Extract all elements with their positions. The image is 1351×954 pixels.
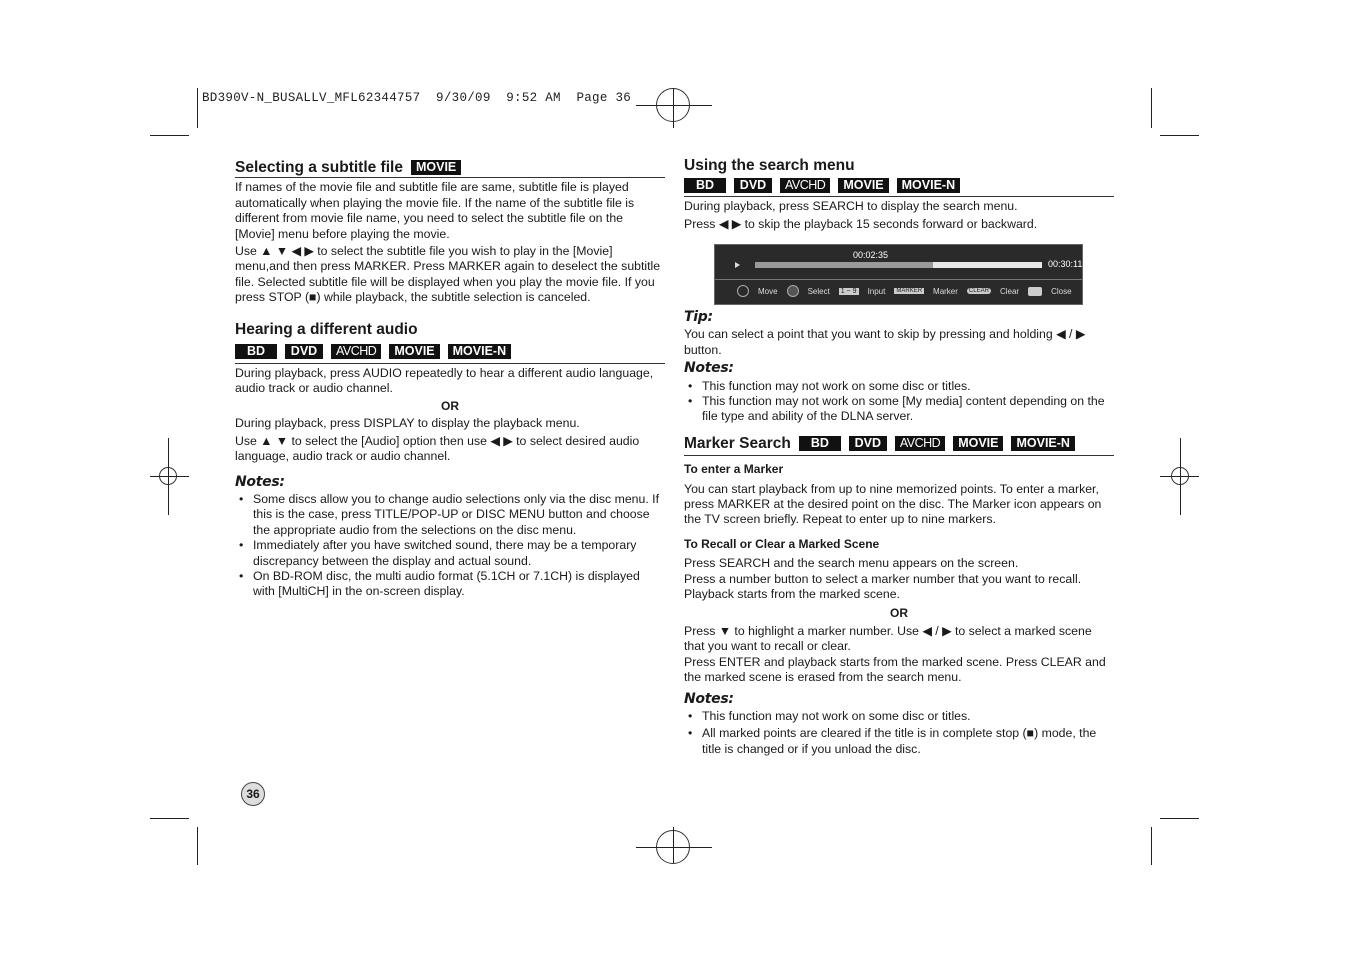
tip-text: You can select a point that you want to skip by pressing and holding ◀ / ▶ button. — [684, 327, 1086, 357]
notes-list — [684, 709, 1114, 757]
tag-movie: MOVIE — [838, 178, 888, 193]
tag-movie-n: MOVIE-N — [448, 344, 511, 359]
notes-title: Notes: — [235, 473, 285, 490]
search-title: Using the search menu — [684, 157, 855, 174]
list-item: • Immediately after you have switched sound, there may be a temporary discrepancy between the display and actual sound. — [235, 538, 665, 569]
elapsed-time: 00:02:35 — [853, 250, 889, 260]
subtitle-title: Selecting a subtitle file — [235, 159, 403, 176]
select-icon — [787, 285, 799, 297]
total-time: 00:30:11 — [1048, 259, 1083, 269]
screen-divider — [715, 279, 1082, 280]
notes-list — [235, 492, 665, 600]
page-number: 36 — [241, 782, 265, 806]
control-label-input: Input — [867, 286, 886, 296]
control-label-close: Close — [1051, 286, 1072, 296]
control-label-move: Move — [758, 286, 778, 296]
list-item: • This function may not work on some disc or titles. — [684, 379, 1114, 394]
input-icon: 1 ~ 9 — [840, 287, 857, 295]
list-item: • Some discs allow you to change audio selections only via the disc menu. If this is the case, press TITLE/POP-UP or DISC MENU button and choose the appropriate audio from the selections on the disc menu. — [235, 492, 665, 538]
notes-title: Notes: — [684, 360, 734, 377]
tag-dvd: DVD — [849, 436, 887, 451]
progress-fill — [755, 262, 933, 268]
audio-title: Hearing a different audio — [235, 320, 418, 338]
search-tags — [684, 178, 1114, 197]
marker-title: Marker Search — [684, 434, 791, 452]
list-item: • All marked points are cleared if the title is in complete stop (■) mode, the title is changed or if you unload the disc. — [684, 726, 1114, 757]
marker-icon: MARKER — [896, 288, 923, 294]
play-icon — [735, 262, 740, 268]
tag-avchd: AVCHD — [780, 178, 830, 193]
tag-movie-n: MOVIE-N — [1011, 436, 1074, 451]
right-column — [684, 158, 1114, 232]
control-label-clear: Clear — [999, 286, 1020, 296]
marker-search-heading — [684, 436, 1114, 456]
recall-paragraph-3: Press ▼ to highlight a marker number. Use ◀ / ▶ to select a marked scene that you want to recall or clear. — [684, 623, 1092, 654]
recall-paragraph-4: Press ENTER and playback starts from the marked scene. Press CLEAR and the marked scene is erased from the search menu. — [684, 654, 1106, 685]
audio-paragraph-1: During playback, press AUDIO repeatedly to hear a different audio language, audio track or audio channel. — [235, 366, 654, 396]
or-separator: OR — [890, 605, 908, 620]
tag-bd: BD — [684, 178, 726, 193]
enter-marker-paragraph: You can start playback from up to nine memorized points. To enter a marker, press MARKER at the desired point on the disc. The Marker icon appears on the TV screen briefly. Repeat to enter up to nine markers. — [684, 481, 1102, 527]
tag-avchd: AVCHD — [331, 344, 381, 359]
tag-movie: MOVIE — [389, 344, 439, 359]
tag-movie: MOVIE — [953, 436, 1003, 451]
tag-bd: BD — [235, 344, 277, 359]
move-icon — [737, 285, 749, 297]
search-paragraph-1: During playback, press SEARCH to display the search menu. — [684, 199, 1018, 214]
subtitle-paragraph-2: Use ▲ ▼ ◀ ▶ to select the subtitle file you wish to play in the [Movie] menu,and then press MARKER. Press MARKER again to deselect the subtitle file. Selected subtitle file will be displayed when you play the movie file. If you press STOP (■) while playback, the subtitle selection is canceled. — [235, 244, 661, 305]
progress-track — [755, 262, 1042, 268]
notes-list — [684, 379, 1114, 425]
or-separator: OR — [441, 398, 459, 413]
recall-paragraph-1: Press SEARCH and the search menu appears on the screen. — [684, 556, 1019, 571]
tag-movie-n: MOVIE-N — [897, 178, 960, 193]
tip-title: Tip: — [684, 309, 713, 325]
audio-paragraph-3: Use ▲ ▼ to select the [Audio] option then use ◀ ▶ to select desired audio language, audio track or audio channel. — [235, 433, 640, 464]
tag-movie: MOVIE — [411, 160, 461, 175]
tag-bd: BD — [799, 436, 841, 451]
left-column — [235, 160, 665, 600]
screen-controls — [737, 285, 1072, 297]
search-paragraph-2: Press ◀ ▶ to skip the playback 15 seconds forward or backward. — [684, 216, 1038, 231]
list-item: • This function may not work on some [My media] content depending on the file type and ability of the DLNA server. — [684, 394, 1114, 425]
print-header: BD390V-N_BUSALLV_MFL62344757 9/30/09 9:52 AM Page 36 — [202, 91, 632, 105]
right-column-lower — [684, 310, 1114, 757]
list-item: • This function may not work on some disc or titles. — [684, 709, 1114, 724]
recall-paragraph-2: Press a number button to select a marker number that you want to recall. Playback starts from the marked scene. — [684, 571, 1082, 602]
tag-dvd: DVD — [285, 344, 323, 359]
enter-marker-title: To enter a Marker — [684, 462, 784, 477]
close-icon — [1028, 287, 1042, 296]
subtitle-section-heading — [235, 160, 665, 178]
recall-title: To Recall or Clear a Marked Scene — [684, 536, 880, 551]
audio-paragraph-2: During playback, press DISPLAY to display the playback menu. — [235, 416, 580, 431]
control-label-marker: Marker — [933, 286, 958, 296]
clear-icon: CLEAR — [968, 288, 989, 294]
control-label-select: Select — [807, 286, 830, 296]
tag-dvd: DVD — [734, 178, 772, 193]
tag-avchd: AVCHD — [895, 436, 945, 451]
audio-tags — [235, 344, 665, 364]
subtitle-paragraph-1: If names of the movie file and subtitle file are same, subtitle file is played automatically when playing the movie file. If the name of the subtitle file is different from movie file name, you need to select the subtitle file on the [Movie] menu before playing the movie. — [235, 180, 635, 241]
search-menu-screenshot — [714, 244, 1083, 305]
list-item: • On BD-ROM disc, the multi audio format (5.1CH or 7.1CH) is displayed with [MultiCH] in the on-screen display. — [235, 569, 665, 600]
notes-title: Notes: — [684, 690, 734, 707]
